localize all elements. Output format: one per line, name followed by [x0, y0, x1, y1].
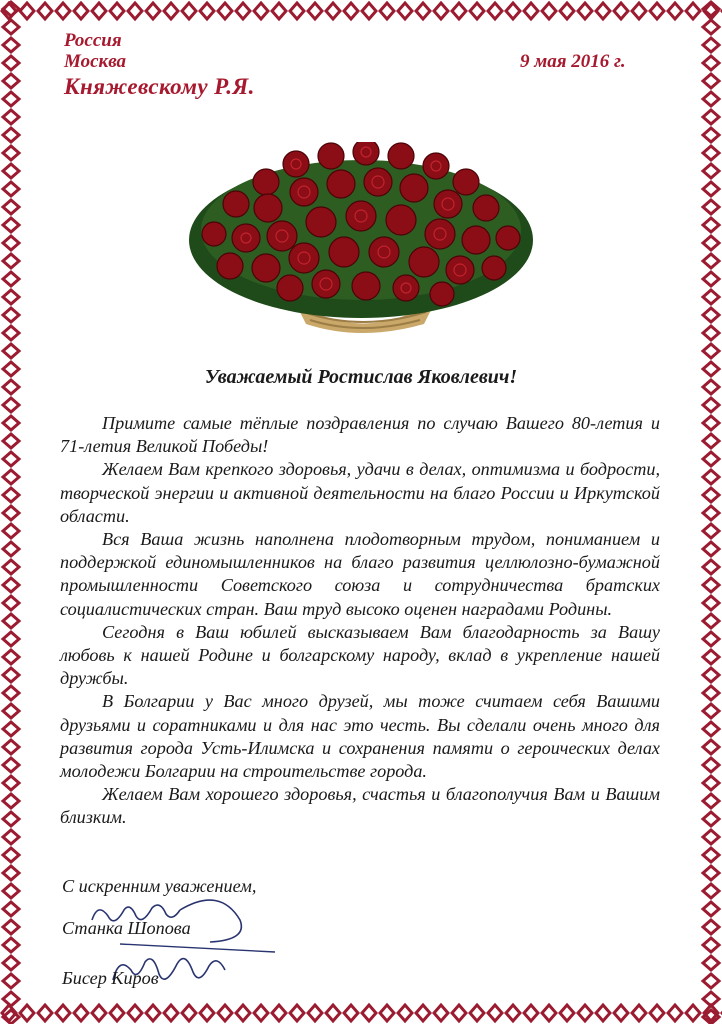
right-border	[700, 0, 722, 1024]
body-paragraph: Желаем Вам крепкого здоровья, удачи в делах, оптимизма и бодрости, творческой энергии и активной деятельности на благо России и Иркутской области.	[60, 459, 660, 526]
body-paragraph: Желаем Вам хорошего здоровья, счастья и благополучия Вам и Вашим близким.	[60, 784, 660, 828]
diamond-border-right	[700, 0, 722, 1024]
closing-line: С искренним уважением,	[62, 876, 257, 896]
diamond-border-top	[0, 0, 722, 22]
address-block	[64, 30, 255, 102]
letter-body	[60, 412, 660, 830]
top-border	[0, 0, 722, 22]
signer-name: Станка Шопова	[62, 918, 191, 938]
city-label: Москва	[64, 51, 127, 72]
letter-date: 9 мая 2016 г.	[520, 51, 626, 72]
recipient-name: Княжевскому Р.Я.	[64, 74, 255, 99]
rose-bouquet-image	[186, 142, 536, 342]
diamond-border-left	[0, 0, 22, 1024]
left-border	[0, 0, 22, 1024]
country-label: Россия	[64, 30, 122, 51]
body-paragraph: Вся Ваша жизнь наполнена плодотворным трудом, пониманием и поддержкой единомышленников на благо развития целлюлозно-бумажной промышленности Советского союза и сотрудничества братских социалистических стран. Ваш труд высоко оценен наградами Родины.	[60, 529, 660, 619]
body-paragraph: Примите самые тёплые поздравления по случаю Вашего 80-летия и 71-летия Великой Победы!	[60, 413, 660, 457]
salutation: Уважаемый Ростислав Яковлевич!	[204, 366, 518, 388]
signer-name: Бисер Киров	[62, 968, 159, 988]
body-paragraph: Сегодня в Ваш юбилей высказываем Вам благодарность за Вашу любовь к нашей Родине и болгарскому народу, вклад в укрепление нашей дружбы.	[60, 621, 660, 689]
body-paragraph: В Болгарии у Вас много друзей, мы тоже считаем себя Вашими друзьями и соратниками и для нас это честь. Вы сделали очень много для развития города Усть-Илимска и сохранения памяти о героических делах молодежи Болгарии на строительстве города.	[60, 691, 660, 782]
